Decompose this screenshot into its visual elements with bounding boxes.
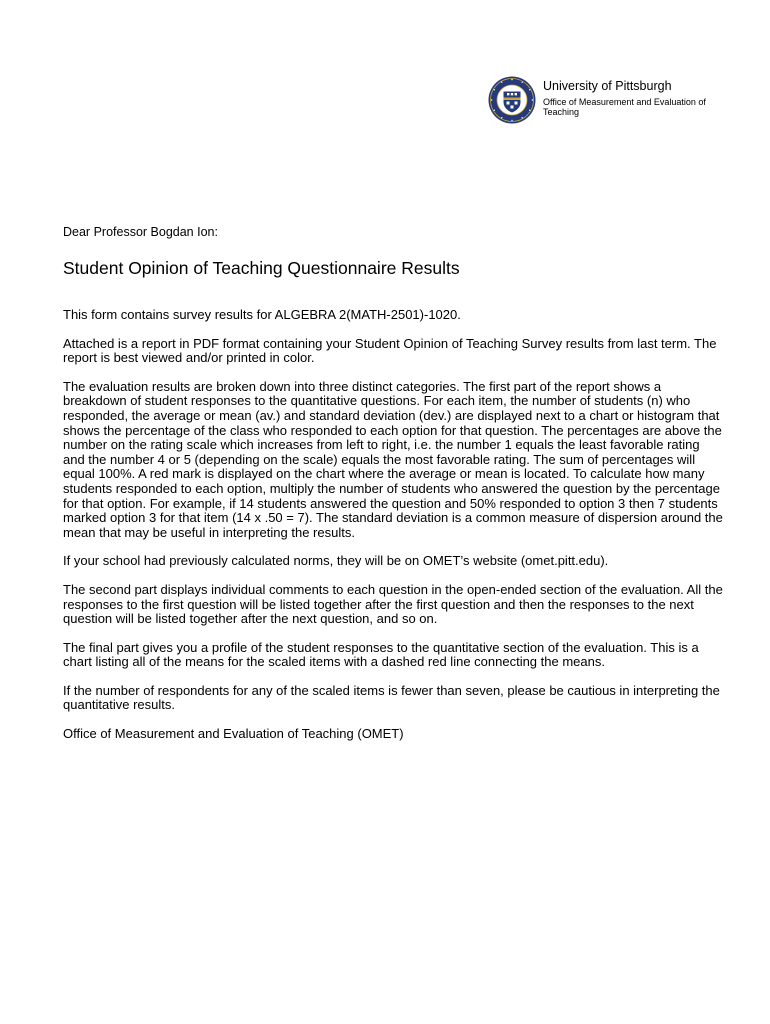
paragraph-caution: If the number of respondents for any of the scaled items is fewer than seven, please be cautious in interpreting the quantitative results. xyxy=(63,682,720,713)
signature: Office of Measurement and Evaluation of Teaching (OMET) xyxy=(63,726,404,742)
paragraph-comments: The second part displays individual comments to each question in the open-ended section of the evaluation. All the responses to the first question will be listed together after the first question and then the responses to the next question will be listed together after the next question, and so on. xyxy=(63,581,723,627)
university-seal-icon xyxy=(488,76,536,124)
letter-body xyxy=(63,225,723,742)
salutation: Dear Professor Bogdan Ion: xyxy=(63,225,218,239)
letterhead xyxy=(488,76,728,128)
page-title: Student Opinion of Teaching Questionnaire Results xyxy=(63,258,460,278)
intro-paragraph: This form contains survey results for ALGEBRA 2(MATH-2501)-1020. xyxy=(63,307,461,322)
paragraph-norms: If your school had previously calculated norms, they will be on OMET’s website (omet.pitt.edu). xyxy=(63,553,609,569)
letterhead-text xyxy=(543,79,723,117)
paragraph-report-attached: Attached is a report in PDF format containing your Student Opinion of Teaching Survey results from last term. The report is best viewed and/or printed in color. xyxy=(63,335,717,366)
paragraph-evaluation-categories: The evaluation results are broken down into three distinct categories. The first part of the report shows a breakdown of student responses to the quantitative questions. For each item, the number of students (n) who responded, the average or mean (av.) and standard deviation (dev.) are displayed next to a chart or histogram that shows the percentage of the class who responded to each option for that question. The percentages are above the number on the rating scale which increases from left to right, i.e. the number 1 equals the least favorable rating and the number 4 or 5 (depending on the scale) equals the most favorable rating. The sum of percentages will equal 100%. A red mark is displayed on the chart where the average or mean is located. To calculate how many students responded to each option, multiply the number of students who answered the question by the percentage for that option. For example, if 14 students answered the question and 50% responded to option 3 then 7 students marked option 3 for that item (14 x .50 = 7). The standard deviation is a common measure of dispersion around the mean that may be useful in interpreting the results. xyxy=(63,378,723,540)
department-name: Office of Measurement and Evaluation of Teaching xyxy=(543,97,706,117)
organization-name: University of Pittsburgh xyxy=(543,79,672,93)
paragraph-profile: The final part gives you a profile of the student responses to the quantitative section of the evaluation. This is a chart listing all of the means for the scaled items with a dashed red line connecting the means. xyxy=(63,639,699,670)
